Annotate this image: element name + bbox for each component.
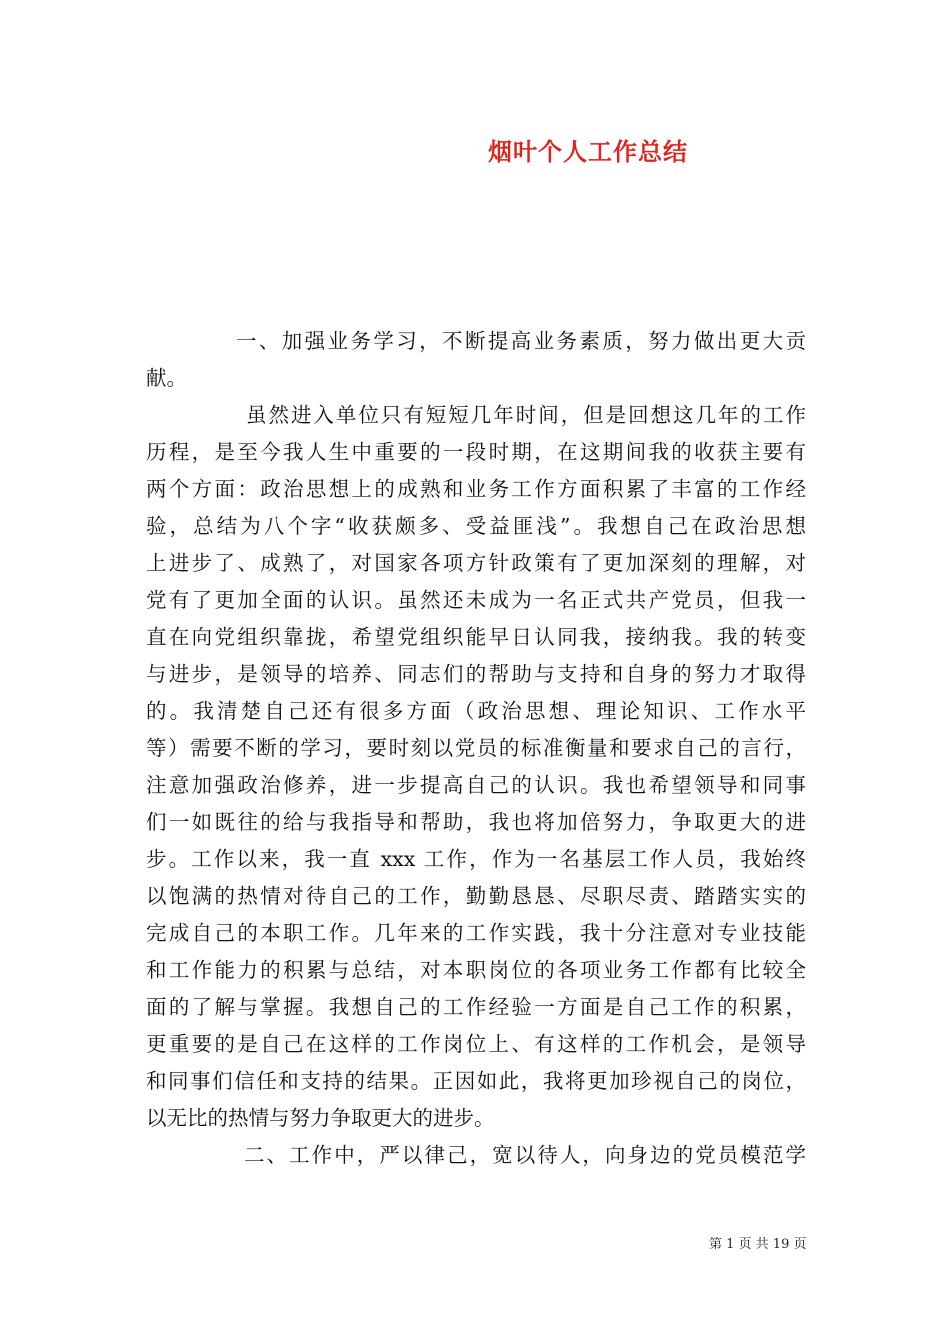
text-line: 直在向党组织靠拢，希望党组织能早日认同我，接纳我。我的转变 (146, 625, 806, 649)
text-line: 和同事们信任和支持的结果。正因如此，我将更加珍视自己的岗位， (146, 1069, 806, 1093)
text-line: 更重要的是自己在这样的工作岗位上、有这样的工作机会，是领导 (146, 1032, 806, 1056)
document-title: 烟叶个人工作总结 (488, 137, 688, 166)
text-line: 验，总结为八个字“收获颇多、受益匪浅”。我想自己在政治思想 (146, 514, 806, 538)
text-line: 完成自己的本职工作。几年来的工作实践，我十分注意对专业技能 (146, 921, 806, 945)
text-line: 二、工作中，严以律己，宽以待人，向身边的党员模范学 (244, 1143, 806, 1167)
text-line: 历程，是至今我人生中重要的一段时期，在这期间我的收获主要有 (146, 440, 806, 464)
text-line: 的。我清楚自己还有很多方面（政治思想、理论知识、工作水平 (146, 699, 806, 723)
page-footer: 第 1 页 共 19 页 (709, 1237, 807, 1252)
text-line: 献。 (146, 366, 187, 390)
document-body (146, 323, 806, 1174)
text-line: 与进步，是领导的培养、同志们的帮助与支持和自身的努力才取得 (146, 662, 806, 686)
text-line: 一、加强业务学习，不断提高业务素质，努力做出更大贡 (236, 329, 806, 353)
text-line: 虽然进入单位只有短短几年时间，但是回想这几年的工作 (246, 403, 806, 427)
text-line: 以饱满的热情对待自己的工作，勤勤恳恳、尽职尽责、踏踏实实的 (146, 884, 806, 908)
text-line: 们一如既往的给与我指导和帮助，我也将加倍努力，争取更大的进 (146, 810, 806, 834)
text-line: 党有了更加全面的认识。虽然还未成为一名正式共产党员，但我一 (146, 588, 806, 612)
text-line: 面的了解与掌握。我想自己的工作经验一方面是自己工作的积累， (146, 995, 806, 1019)
text-line: 步。工作以来，我一直 xxx 工作，作为一名基层工作人员，我始终 (146, 847, 806, 871)
text-line: 注意加强政治修养，进一步提高自己的认识。我也希望领导和同事 (146, 773, 806, 797)
text-line: 两个方面：政治思想上的成熟和业务工作方面积累了丰富的工作经 (146, 477, 806, 501)
text-line: 上进步了、成熟了，对国家各项方针政策有了更加深刻的理解，对 (146, 551, 806, 575)
text-line: 以无比的热情与努力争取更大的进步。 (146, 1106, 495, 1130)
text-line: 和工作能力的积累与总结，对本职岗位的各项业务工作都有比较全 (146, 958, 806, 982)
text-line: 等）需要不断的学习，要时刻以党员的标准衡量和要求自己的言行， (146, 736, 806, 760)
